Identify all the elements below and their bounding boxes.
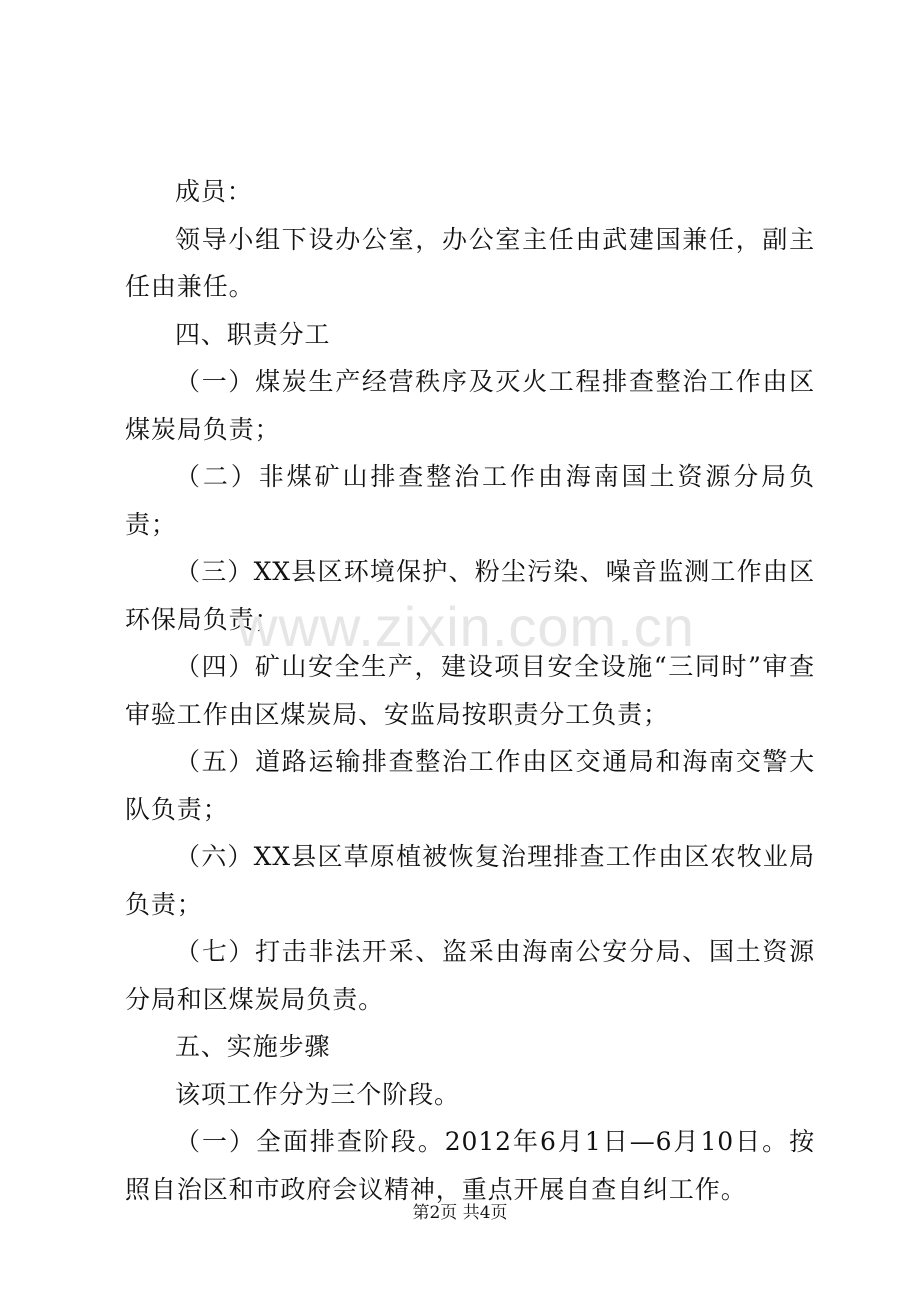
page-footer: 第2页 共4页 bbox=[412, 1203, 508, 1223]
paragraph-duty-7: （七）打击非法开采、盗采由海南公安分局、国土资源分局和区煤炭局负责。 bbox=[125, 937, 815, 1014]
paragraph-duty-4: （四）矿山安全生产，建设项目安全设施“三同时”审查审验工作由区煤炭局、安监局按职责分工负责； bbox=[125, 652, 815, 729]
paragraph-office: 领导小组下设办公室，办公室主任由武建国兼任，副主任由兼任。 bbox=[125, 224, 815, 301]
paragraph-stage-1: （一）全面排查阶段。2012年6月1日—6月10日。按照自治区和市政府会议精神，重点开展自查自纠工作。 bbox=[125, 1127, 815, 1204]
paragraph-duty-6: （六）XX县区草原植被恢复治理排查工作由区农牧业局负责； bbox=[125, 842, 815, 919]
section-heading-steps: 五、实施步骤 bbox=[175, 1032, 331, 1061]
paragraph-members: 成员： bbox=[175, 177, 253, 206]
paragraph-duty-5: （五）道路运输排查整治工作由区交通局和海南交警大队负责； bbox=[125, 747, 815, 824]
paragraph-duty-1: （一）煤炭生产经营秩序及灭火工程排查整治工作由区煤炭局负责； bbox=[125, 367, 815, 444]
paragraph-duty-2: （二）非煤矿山排查整治工作由海南国土资源分局负责； bbox=[125, 462, 815, 539]
watermark-text: www.zixin.com.cn bbox=[237, 595, 695, 658]
paragraph-stages: 该项工作分为三个阶段。 bbox=[175, 1079, 460, 1109]
document-body bbox=[125, 168, 815, 1213]
paragraph-duty-3: （三）XX县区环境保护、粉尘污染、噪音监测工作由区环保局负责； bbox=[125, 557, 815, 634]
section-heading-duties: 四、职责分工 bbox=[175, 319, 331, 349]
